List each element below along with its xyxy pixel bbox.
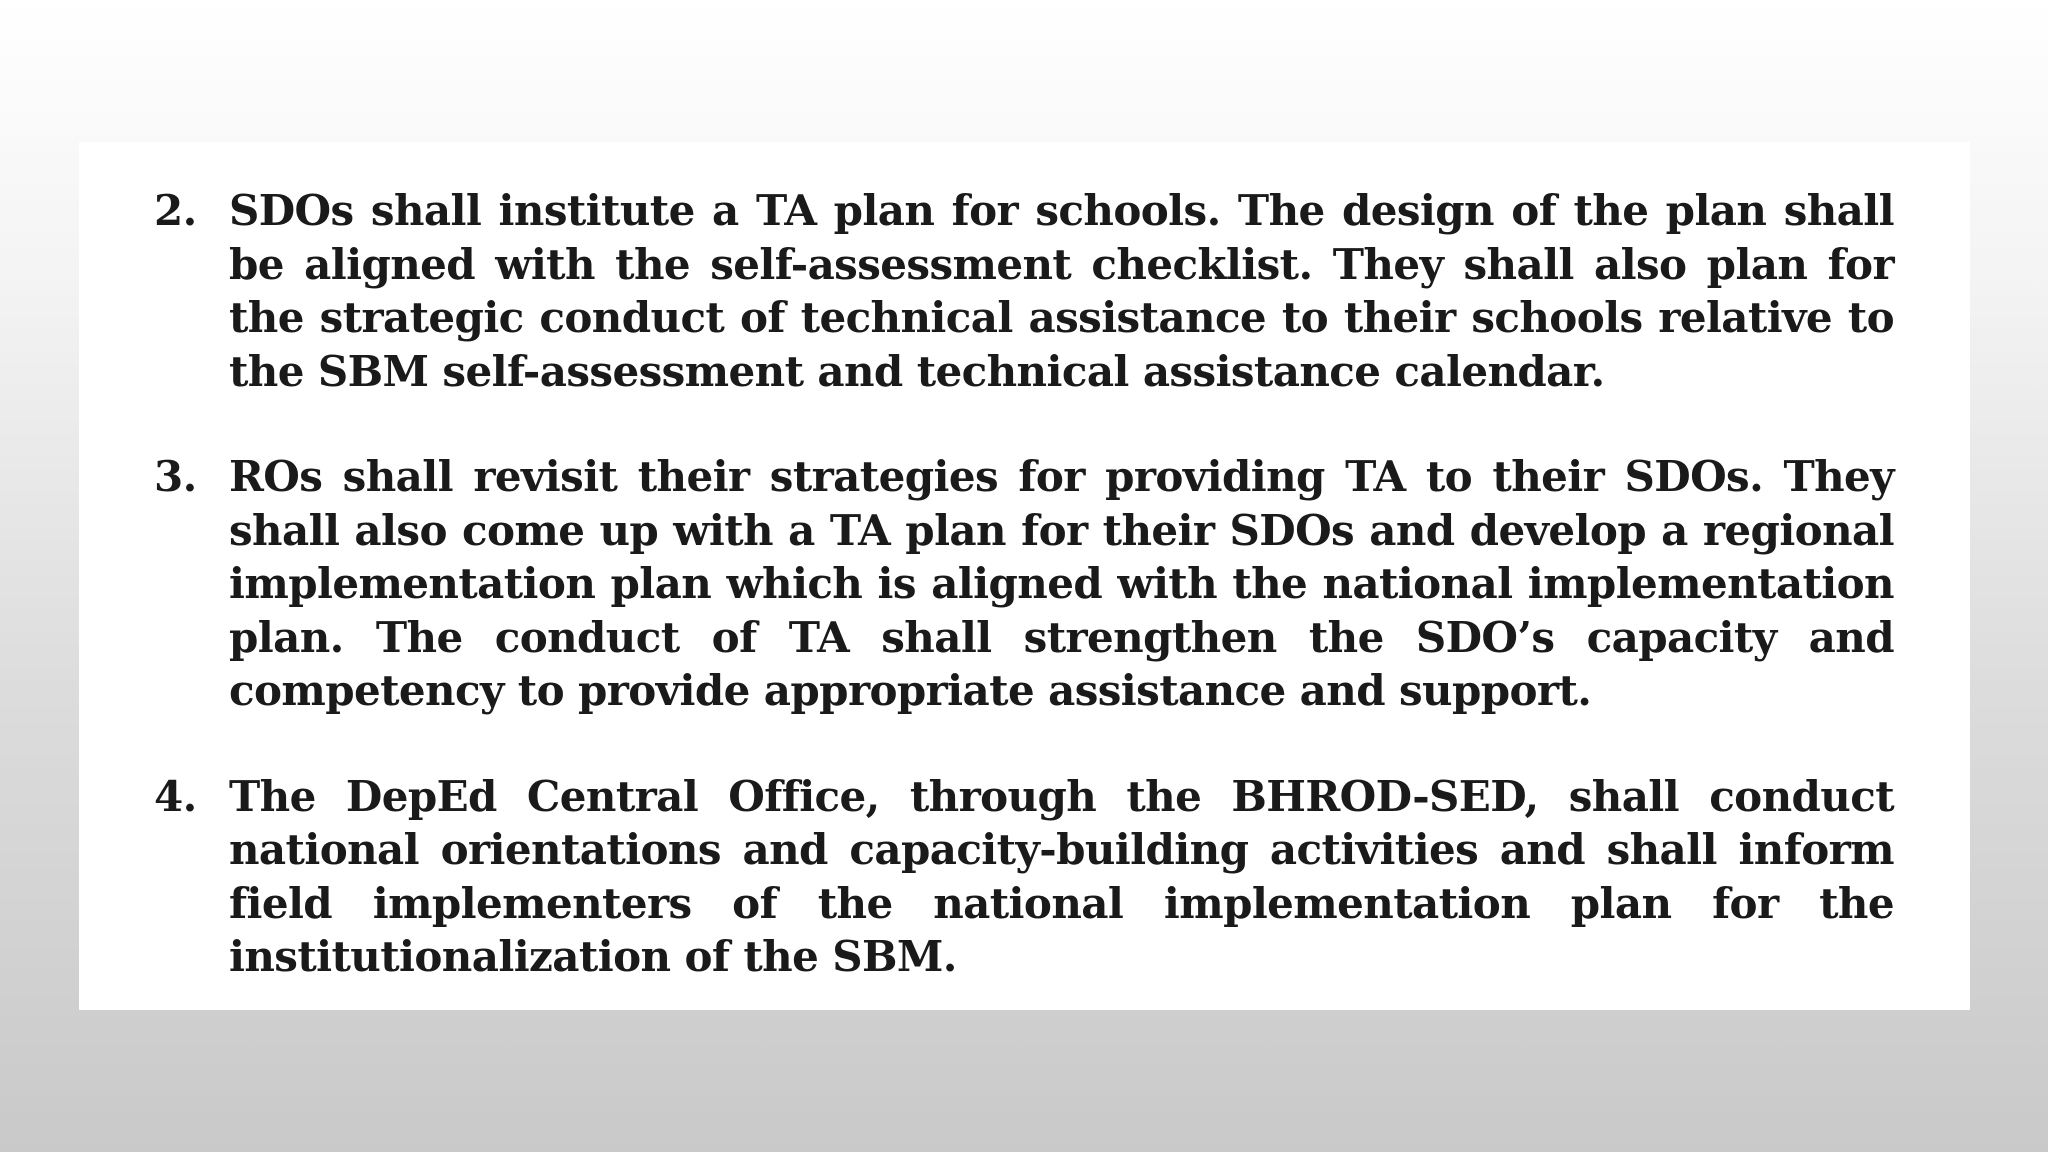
list-item-number: 3. [154,452,197,501]
document-page [79,142,1970,1010]
list-item [154,770,1894,984]
list-item-text: The DepEd Central Office, through the BHROD-SED, shall conduct national orientations and capacity-building activities and shall inform field implementers of the national implementation plan for the institutionalization of the SBM. [229,771,1894,981]
list-item-number: 2. [154,186,197,235]
list-item [154,184,1894,398]
list-item-text: ROs shall revisit their strategies for providing TA to their SDOs. They shall also come up with a TA plan for their SDOs and develop a regional implementation plan which is aligned with the national implementation plan. The conduct of TA shall strengthen the SDO’s capacity and competency to provide appropriate assistance and support. [229,452,1894,715]
numbered-list [154,184,1894,1036]
list-item [154,450,1894,718]
list-item-text: SDOs shall institute a TA plan for schools. The design of the plan shall be aligned with the self-assessment checklist. They shall also plan for the strategic conduct of technical assistance to their schools relative to the SBM self-assessment and technical assistance calendar. [229,186,1894,396]
list-item-number: 4. [154,771,197,821]
